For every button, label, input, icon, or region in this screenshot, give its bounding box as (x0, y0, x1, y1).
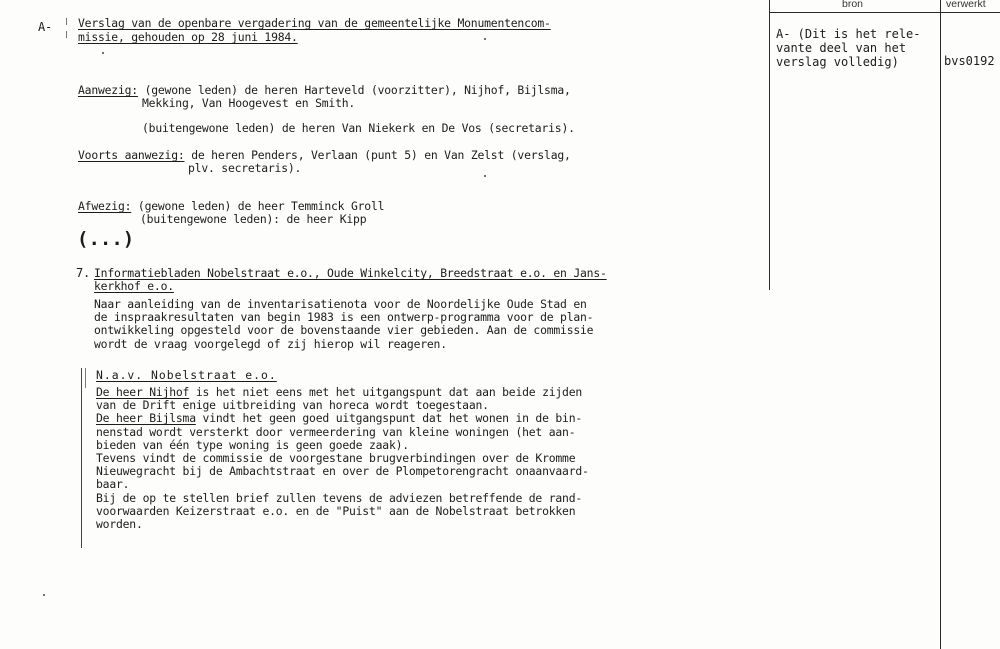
document-title-line: missie, gehouden op 28 juni 1984. (78, 30, 298, 44)
also-present-line (78, 149, 571, 162)
discussion-line: baar. (96, 477, 130, 492)
discussion-line: van de Drift enige uitbreiding van horeca wordt toegestaan. (96, 398, 489, 413)
item-marker-a: A- (38, 20, 53, 34)
present-regular-text: (gewone leden) de heren Harteveld (voorzitter), Nijhof, Bijlsma, (137, 83, 571, 97)
also-present-label: Voorts aanwezig: (78, 148, 185, 162)
bron-header: bron (842, 0, 864, 10)
document-title-line: Verslag van de openbare vergadering van de gemeentelijke Monumentencom- (78, 16, 551, 30)
discussion-line: Bij de op te stellen brief zullen tevens de adviezen betreffende de rand- (96, 490, 583, 505)
relevance-bracket (81, 368, 82, 548)
item7-heading-line: kerkhof e.o. (94, 279, 174, 293)
absent-line-2: (buitengewone leden): de heer Kipp (140, 212, 367, 226)
source-note-line: A- (Dit is het rele- (776, 27, 921, 41)
margin-tick (66, 18, 67, 25)
discussion-line: worden. (96, 517, 143, 532)
also-present-line-2: plv. secretaris). (188, 161, 302, 175)
discussion-line: nenstad wordt versterkt door vermeerdering van kleine woningen (het aan- (96, 424, 576, 439)
subheading-nobelstraat: N.a.v. Nobelstraat e.o. (96, 368, 277, 382)
absent-label: Afwezig: (78, 199, 132, 213)
intro-line: de inspraakresultaten van begin 1983 is een ontwerp-programma voor de plan- (94, 310, 594, 325)
scan-speck (102, 52, 104, 54)
relevance-bracket-inner (85, 368, 86, 388)
source-note-line: vante deel van het (776, 41, 907, 55)
bijlsma-text: vindt het geen goed uitgangspunt dat het wonen in de bin- (195, 411, 583, 426)
item-number-7: 7. (76, 266, 91, 280)
column-header-rule (769, 12, 1000, 13)
scan-speck (43, 594, 45, 596)
discussion-line (96, 412, 589, 425)
discussion-line: Nieuwegracht bij de Ambachtstraat en over de Plompetorengracht onaanvaard- (96, 464, 589, 479)
nijhof-text: is het niet eens met het uitgangspunt dat aan beide zijden (189, 385, 583, 399)
intro-line: wordt de vraag voorgelegd of zij hierop wil reageren. (94, 336, 447, 351)
present-extra: (buitengewone leden) de heren Van Niekerk en De Vos (secretaris). (142, 121, 575, 135)
present-label: Aanwezig: (78, 83, 138, 97)
discussion-block (96, 386, 589, 531)
discussion-line: voorwaarden Keizerstraat e.o. en de "Puist" aan de Nobelstraat betrokken (96, 503, 576, 518)
present-line-2: Mekking, Van Hoogevest en Smith. (142, 96, 356, 110)
verwerkt-header: verwerkt (946, 0, 986, 10)
column-divider-left (769, 0, 770, 290)
discussion-line: bieden van één type woning is geen goede zaak). (96, 437, 409, 452)
source-note-line: verslag volledig) (776, 55, 899, 69)
margin-tick (66, 31, 67, 38)
scan-speck (484, 175, 486, 177)
omission-ellipsis: (...) (77, 228, 135, 250)
intro-line: ontwikkeling opgesteld voor de bovenstaande vier gebieden. Aan de commissie (94, 323, 594, 338)
discussion-line: Tevens vindt de commissie de voorgestane brugverbindingen over de Kromme (96, 451, 576, 466)
item7-intro (94, 298, 593, 351)
absent-text: (gewone leden) de heer Temminck Groll (131, 199, 385, 213)
processed-code: bvs0192 (944, 54, 995, 68)
speaker-bijlsma: De heer Bijlsma (96, 411, 196, 426)
item7-heading-line: Informatiebladen Nobelstraat e.o., Oude Winkelcity, Breedstraat e.o. en Jans- (94, 266, 607, 280)
scan-speck (484, 38, 486, 40)
speaker-nijhof: De heer Nijhof (96, 385, 190, 399)
also-present-text: de heren Penders, Verlaan (punt 5) en Van Zelst (verslag, (184, 148, 571, 162)
column-divider-right (940, 0, 941, 649)
intro-line: Naar aanleiding van de inventarisatienota voor de Noordelijke Oude Stad en (94, 297, 587, 311)
